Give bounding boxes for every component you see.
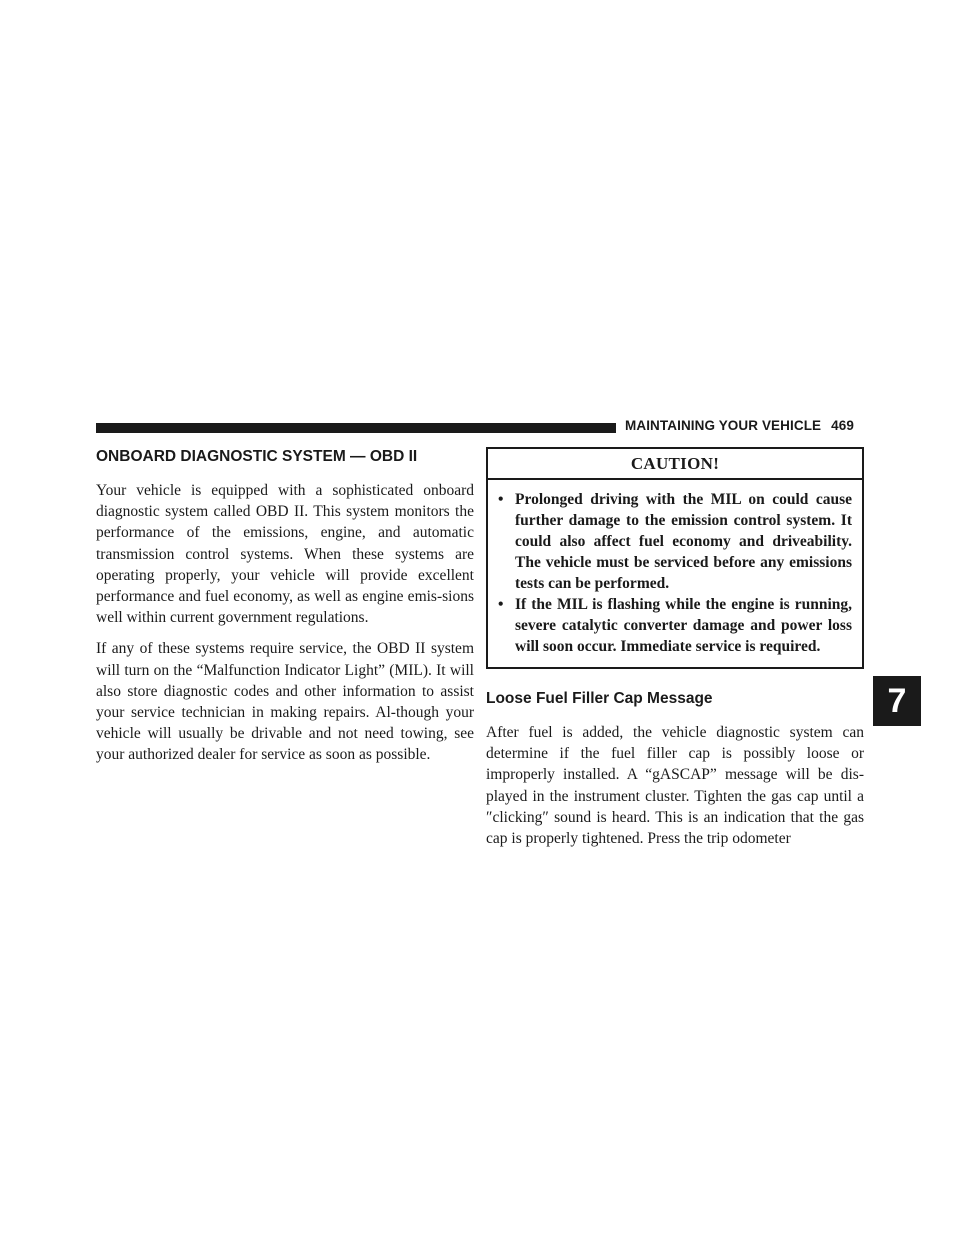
section-title: MAINTAINING YOUR VEHICLE	[625, 418, 822, 433]
obd-paragraph-1: Your vehicle is equipped with a sophisticated onboard diagnostic system called OBD II. This system monitors the performance of the emissions, engine, and automatic transmission control systems. When these systems are operating properly, your vehicle will provide excellent performance and fuel economy, as well as engine emis-sions well within current government regulations.	[96, 482, 474, 627]
caution-title: CAUTION!	[488, 449, 862, 480]
fuel-cap-heading: Loose Fuel Filler Cap Message	[486, 690, 713, 707]
caution-list	[488, 480, 862, 667]
chapter-tab: 7	[873, 676, 921, 726]
caution-item: • Prolonged driving with the MIL on could cause further damage to the emission control system. It could also affect fuel economy and driveability. The vehicle must be serviced before any emissions tests can be performed.	[498, 491, 852, 592]
bullet-icon: •	[498, 491, 504, 508]
fuel-cap-paragraph: After fuel is added, the vehicle diagnostic system can determine if the fuel filler cap is possibly loose or improperly installed. A “gASCAP” message will be dis-played in the instrument cluster. Tighten the gas cap until a ″clicking″ sound is heard. This is an indication that the gas cap is properly tightened. Press the trip odometer	[486, 724, 864, 848]
caution-item: • If the MIL is flashing while the engine is running, severe catalytic converter damage and power loss will soon occur. Immediate service is required.	[498, 596, 852, 655]
right-column	[486, 447, 864, 859]
page-number: 469	[831, 418, 854, 433]
caution-box	[486, 447, 864, 669]
header-rule	[96, 423, 616, 433]
bullet-icon: •	[498, 596, 504, 613]
obd-paragraph-2: If any of these systems require service, the OBD II system will turn on the “Malfunction Indicator Light” (MIL). It will also store diagnostic codes and other information to assist your service technician in making repairs. Al-though your vehicle will usually be drivable and not need towing, see your authorized dealer for service as soon as possible.	[96, 640, 474, 764]
obd-heading: ONBOARD DIAGNOSTIC SYSTEM — OBD II	[96, 448, 418, 465]
running-header	[625, 418, 854, 433]
left-column	[96, 447, 474, 776]
